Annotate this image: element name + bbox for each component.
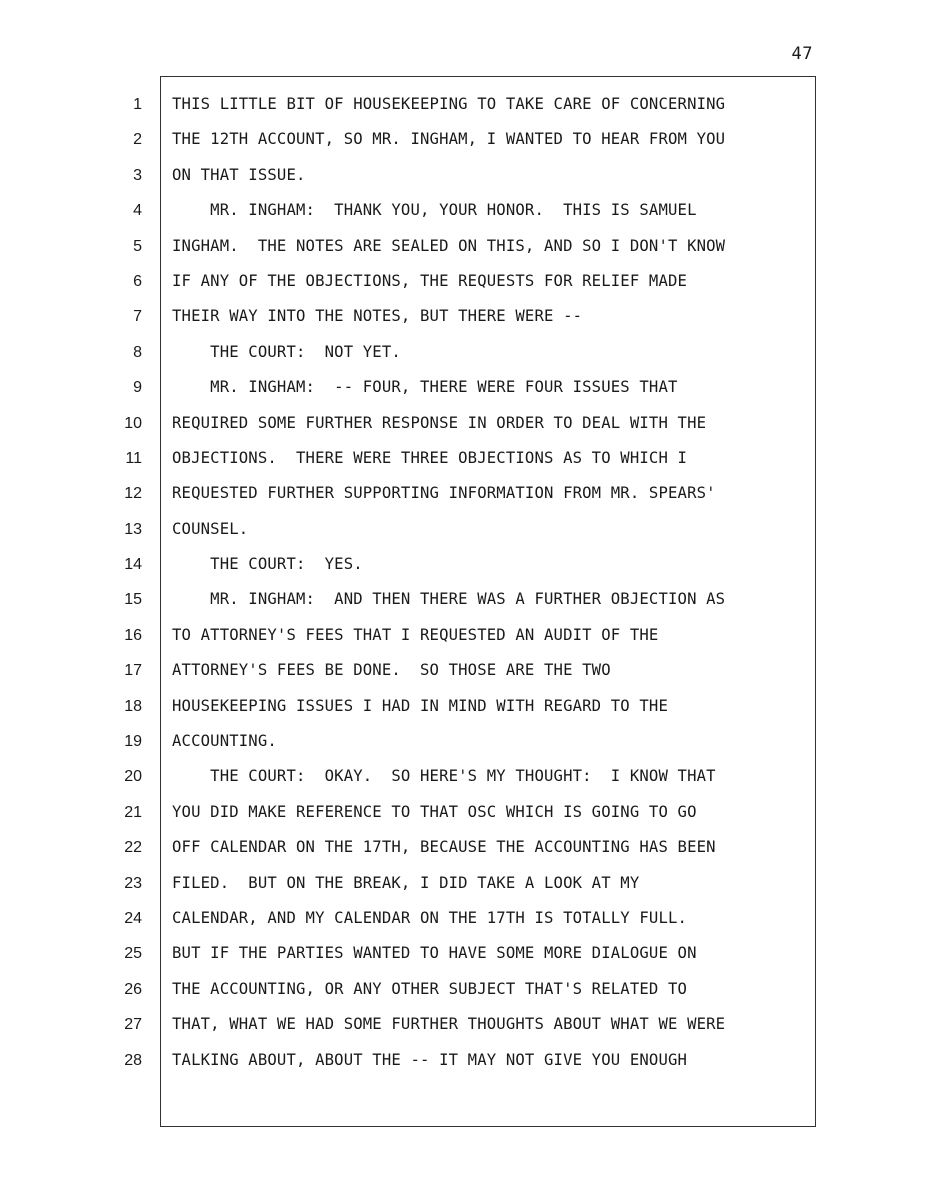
line-number: 14: [124, 556, 142, 574]
line-number: 17: [124, 662, 142, 680]
line-number: 11: [125, 449, 142, 467]
transcript-line: THE ACCOUNTING, OR ANY OTHER SUBJECT THAT'S RELATED TO: [172, 979, 688, 998]
transcript-line: OBJECTIONS. THERE WERE THREE OBJECTIONS AS TO WHICH I: [172, 448, 688, 467]
transcript-line: THE COURT: NOT YET.: [172, 342, 401, 361]
line-number: 18: [124, 697, 142, 715]
line-number: 23: [124, 874, 142, 892]
page-number: 47: [791, 44, 813, 64]
line-number: 22: [124, 839, 142, 857]
line-number: 10: [124, 414, 142, 432]
line-number: 26: [124, 980, 142, 998]
transcript-line: THE 12TH ACCOUNT, SO MR. INGHAM, I WANTED TO HEAR FROM YOU: [172, 130, 726, 149]
transcript-line: THE COURT: YES.: [172, 555, 363, 574]
transcript-line: ACCOUNTING.: [172, 732, 277, 751]
line-number: 25: [124, 945, 142, 963]
line-number: 5: [133, 237, 142, 255]
line-number: 13: [124, 520, 142, 538]
line-number: 8: [133, 343, 142, 361]
line-number: 2: [133, 131, 142, 149]
transcript-line: ATTORNEY'S FEES BE DONE. SO THOSE ARE THE TWO: [172, 661, 611, 680]
transcript-line: INGHAM. THE NOTES ARE SEALED ON THIS, AND SO I DON'T KNOW: [172, 236, 726, 255]
line-number: 12: [124, 485, 142, 503]
line-number: 4: [133, 202, 142, 220]
transcript-line: BUT IF THE PARTIES WANTED TO HAVE SOME MORE DIALOGUE ON: [172, 944, 697, 963]
line-number: 9: [133, 379, 142, 397]
line-number: 24: [124, 909, 142, 927]
transcript-line: THIS LITTLE BIT OF HOUSEKEEPING TO TAKE CARE OF CONCERNING: [172, 95, 726, 113]
transcript-line: MR. INGHAM: THANK YOU, YOUR HONOR. THIS IS SAMUEL: [172, 201, 697, 220]
transcript-body: [172, 87, 812, 1078]
transcript-line: REQUESTED FURTHER SUPPORTING INFORMATION FROM MR. SPEARS': [172, 484, 716, 503]
line-number: 6: [133, 272, 142, 290]
transcript-line: MR. INGHAM: -- FOUR, THERE WERE FOUR ISSUES THAT: [172, 378, 678, 397]
transcript-line: REQUIRED SOME FURTHER RESPONSE IN ORDER TO DEAL WITH THE: [172, 413, 707, 432]
line-number: 27: [124, 1016, 142, 1034]
transcript-line: YOU DID MAKE REFERENCE TO THAT OSC WHICH IS GOING TO GO: [172, 802, 697, 821]
transcript-line: OFF CALENDAR ON THE 17TH, BECAUSE THE ACCOUNTING HAS BEEN: [172, 838, 716, 857]
line-number: 20: [124, 768, 142, 786]
transcript-line: THEIR WAY INTO THE NOTES, BUT THERE WERE --: [172, 307, 583, 326]
transcript-line: CALENDAR, AND MY CALENDAR ON THE 17TH IS TOTALLY FULL.: [172, 908, 688, 927]
line-number: 21: [124, 803, 142, 821]
transcript-line: FILED. BUT ON THE BREAK, I DID TAKE A LOOK AT MY: [172, 873, 640, 892]
transcript-line: HOUSEKEEPING ISSUES I HAD IN MIND WITH REGARD TO THE: [172, 696, 668, 715]
transcript-line: THE COURT: OKAY. SO HERE'S MY THOUGHT: I KNOW THAT: [172, 767, 716, 786]
transcript-line: ON THAT ISSUE.: [172, 165, 306, 184]
transcript-line: MR. INGHAM: AND THEN THERE WAS A FURTHER OBJECTION AS: [172, 590, 726, 609]
line-number-column: [100, 87, 142, 1078]
transcript-line: TO ATTORNEY'S FEES THAT I REQUESTED AN AUDIT OF THE: [172, 625, 659, 644]
transcript-line: IF ANY OF THE OBJECTIONS, THE REQUESTS FOR RELIEF MADE: [172, 271, 688, 290]
line-number: 28: [124, 1051, 142, 1069]
line-number: 7: [133, 308, 142, 326]
transcript-line: COUNSEL.: [172, 519, 249, 538]
line-number: 1: [133, 96, 142, 113]
line-number: 3: [133, 166, 142, 184]
transcript-line: THAT, WHAT WE HAD SOME FURTHER THOUGHTS ABOUT WHAT WE WERE: [172, 1015, 726, 1034]
transcript-line: TALKING ABOUT, ABOUT THE -- IT MAY NOT GIVE YOU ENOUGH: [172, 1050, 688, 1069]
line-number: 19: [124, 733, 142, 751]
line-number: 16: [124, 626, 142, 644]
line-number: 15: [124, 591, 142, 609]
